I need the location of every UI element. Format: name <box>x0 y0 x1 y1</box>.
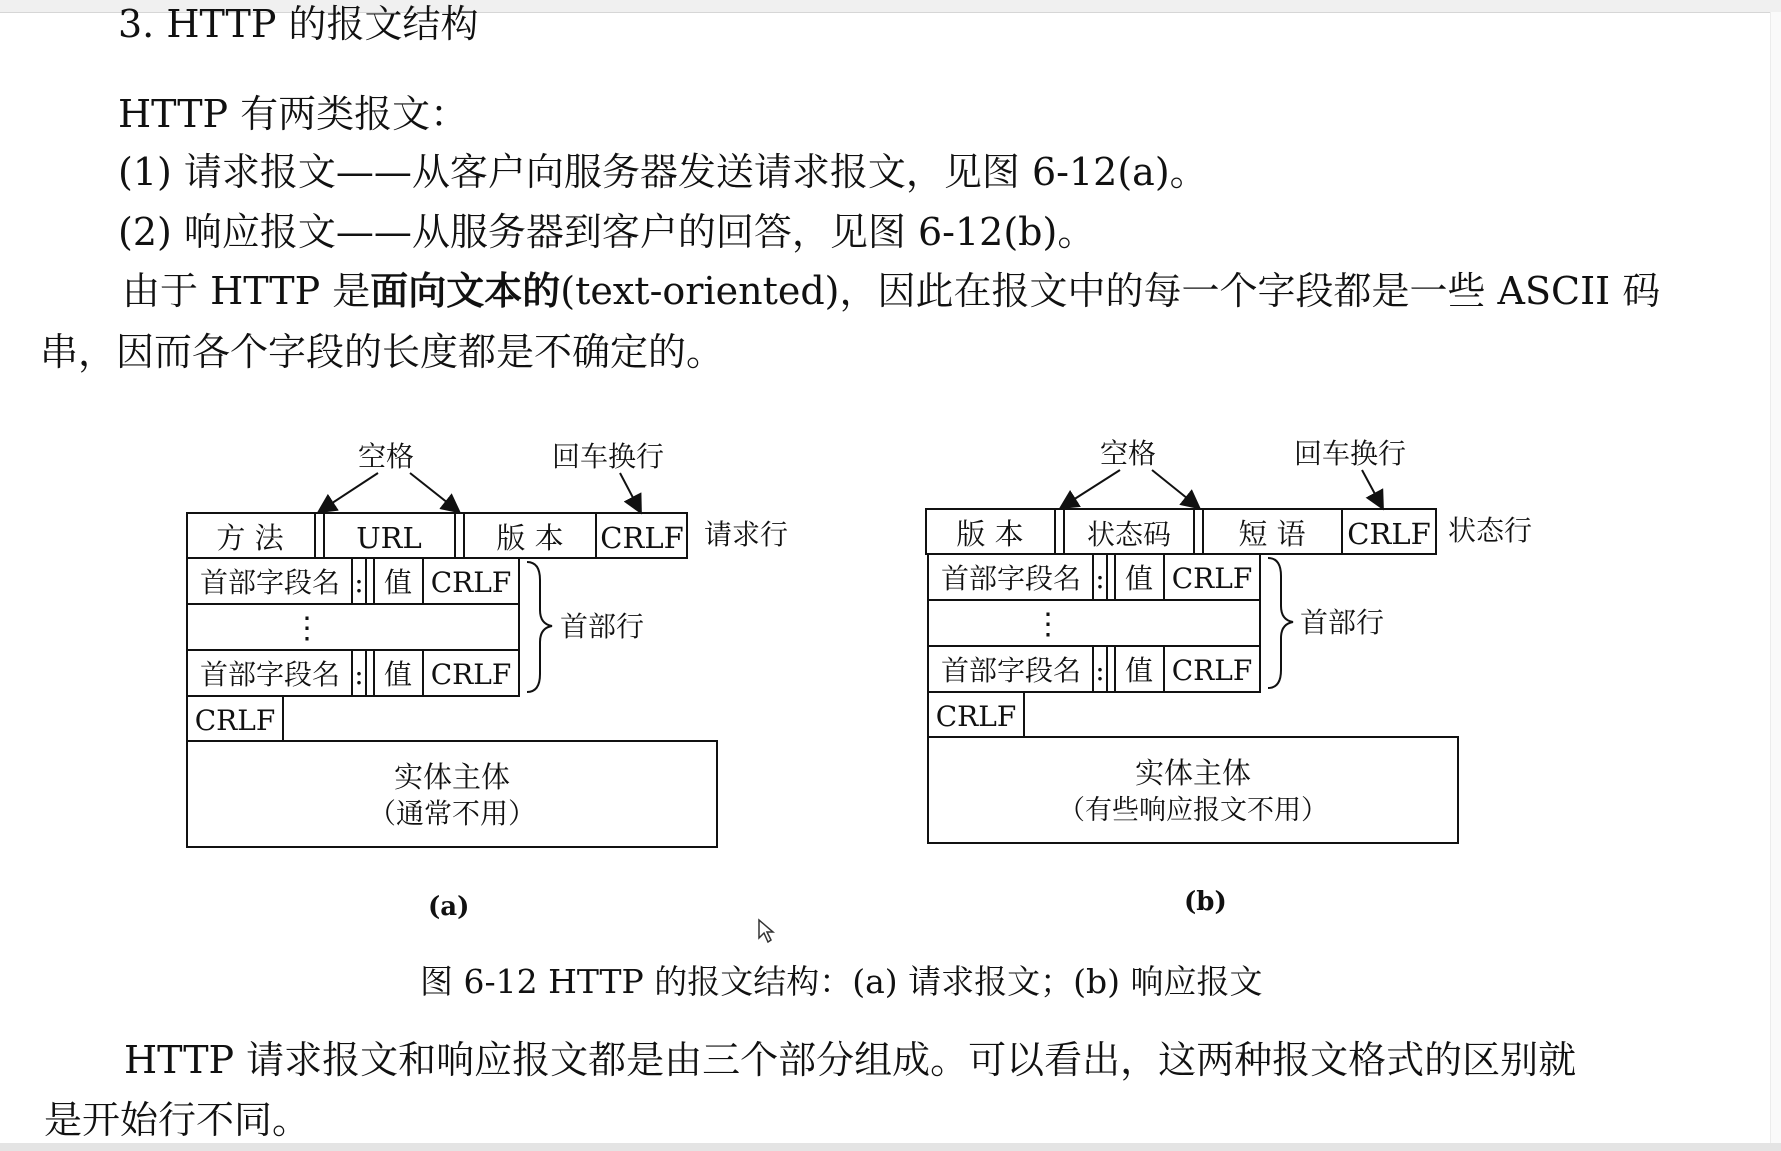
b-body-line-1: 实体主体 <box>1134 756 1252 790</box>
paragraph-1-line-2: 串，因而各个字段的长度都是不确定的。 <box>40 330 725 374</box>
a-header-vdots: ⋮ <box>292 611 322 646</box>
a-header-crlf-1: CRLF <box>430 566 512 599</box>
b-header-colon-1: : <box>1095 562 1105 595</box>
list-item-1: (1) 请求报文——从客户向服务器发送请求报文，见图 6-12(a)。 <box>118 150 1208 194</box>
figure-b-response-message <box>926 437 1532 843</box>
b-cell-version: 版 本 <box>956 517 1024 551</box>
a-header-value-1: 值 <box>383 566 413 599</box>
a-space-label: 空格 <box>358 440 415 473</box>
b-header-crlf-n: CRLF <box>1171 654 1253 687</box>
a-crlf-label: 回车换行 <box>552 440 665 473</box>
b-entity-body-box <box>928 737 1458 843</box>
b-header-value-n: 值 <box>1124 654 1154 687</box>
list-item-2: (2) 响应报文——从服务器到客户的回答，见图 6-12(b)。 <box>118 210 1096 254</box>
a-header-name-n: 首部字段名 <box>199 658 341 691</box>
viewer-bottom-bar <box>0 1143 1781 1151</box>
b-header-vdots: ⋮ <box>1033 607 1063 642</box>
b-crlf-label: 回车换行 <box>1294 437 1407 470</box>
a-header-row-dots <box>187 604 519 650</box>
b-status-line-label: 状态行 <box>1448 514 1533 547</box>
b-header-lines-label: 首部行 <box>1300 606 1385 639</box>
b-cell-phrase: 短 语 <box>1238 517 1306 551</box>
a-header-value-n: 值 <box>383 658 413 691</box>
a-header-brace <box>527 562 552 692</box>
paragraph-1-part-a: 由于 HTTP 是 <box>122 269 371 313</box>
b-header-colon-n: : <box>1095 654 1105 687</box>
figure-caption: 图 6-12 HTTP 的报文结构：(a) 请求报文；(b) 响应报文 <box>420 962 1263 1001</box>
a-cell-crlf: CRLF <box>600 521 684 555</box>
a-crlf-arrow <box>620 473 640 511</box>
figure-a-request-message <box>187 440 788 847</box>
a-entity-body-box <box>187 741 717 847</box>
intro-text: HTTP 有两类报文： <box>118 92 469 136</box>
a-request-line-label: 请求行 <box>704 518 789 551</box>
mouse-cursor-icon <box>756 918 776 944</box>
a-header-colon-n: : <box>354 658 364 691</box>
b-header-value-1: 值 <box>1124 562 1154 595</box>
a-blank-crlf: CRLF <box>194 704 276 737</box>
b-space-label: 空格 <box>1100 437 1157 470</box>
b-blank-crlf: CRLF <box>935 700 1017 733</box>
a-body-line-2: （通常不用） <box>367 797 537 830</box>
b-header-row-dots <box>928 600 1260 646</box>
a-header-lines-label: 首部行 <box>560 610 645 643</box>
b-body-line-2: （有些响应报文不用） <box>1058 795 1328 826</box>
a-space-arrow-right <box>410 473 458 511</box>
paragraph-1-bold: 面向文本的 <box>370 268 561 313</box>
paragraph-1-part-b: (text-oriented)，因此在报文中的每一个字段都是一些 ASCII 码 <box>560 269 1661 313</box>
paragraph-2-line-1: HTTP 请求报文和响应报文都是由三个部分组成。可以看出，这两种报文格式的区别就 <box>124 1038 1577 1082</box>
b-header-name-1: 首部字段名 <box>940 562 1082 595</box>
b-crlf-arrow <box>1362 470 1382 507</box>
b-space-arrow-left <box>1062 470 1120 507</box>
b-header-brace <box>1268 558 1293 688</box>
figure-b-label: (b) <box>1184 887 1227 917</box>
a-cell-url: URL <box>356 521 422 555</box>
b-header-name-n: 首部字段名 <box>940 654 1082 687</box>
a-cell-version: 版 本 <box>496 521 564 555</box>
b-header-crlf-1: CRLF <box>1171 562 1253 595</box>
b-cell-crlf: CRLF <box>1347 517 1431 551</box>
section-heading: 3. HTTP 的报文结构 <box>118 2 479 46</box>
paragraph-2-line-2: 是开始行不同。 <box>44 1098 311 1142</box>
a-body-line-1: 实体主体 <box>393 760 511 794</box>
a-header-name-1: 首部字段名 <box>199 566 341 599</box>
a-cell-method: 方 法 <box>216 521 284 555</box>
b-cell-status-code: 状态码 <box>1086 518 1172 551</box>
a-header-crlf-n: CRLF <box>430 658 512 691</box>
a-header-colon-1: : <box>354 566 364 599</box>
a-space-arrow-left <box>320 473 378 511</box>
b-space-arrow-right <box>1152 470 1198 507</box>
figure-a-label: (a) <box>428 892 470 922</box>
